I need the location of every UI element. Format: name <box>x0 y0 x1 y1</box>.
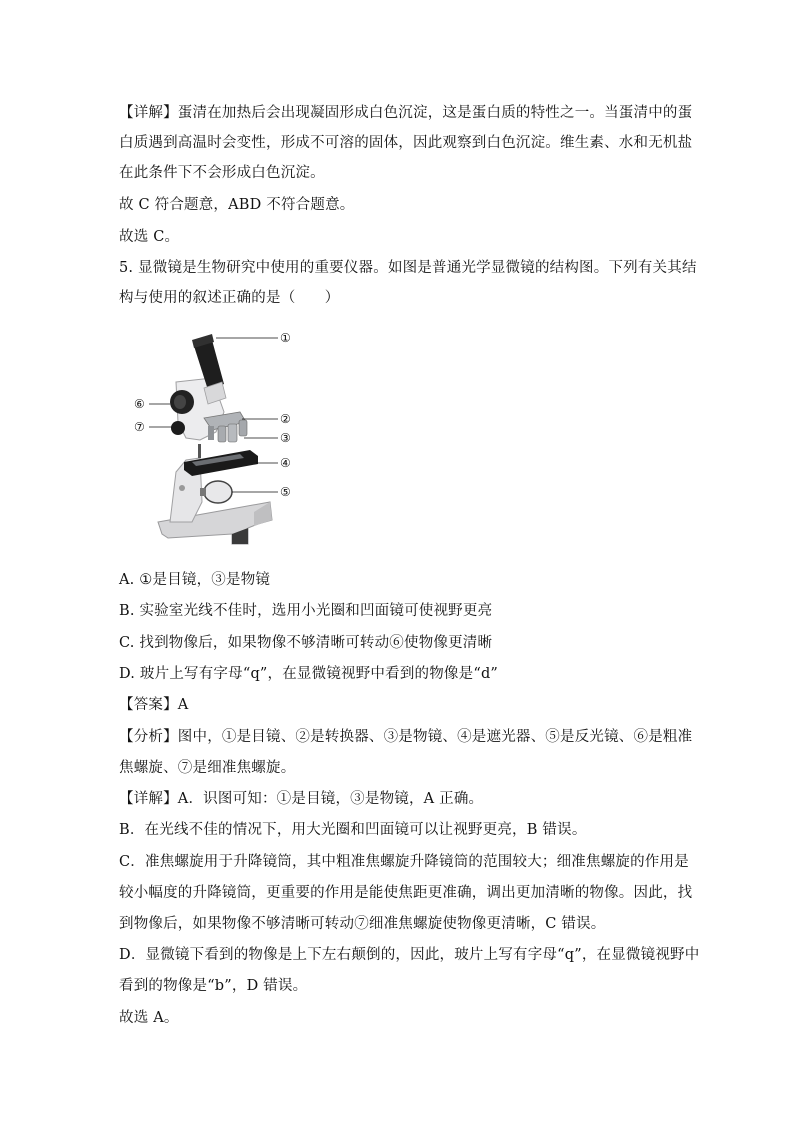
answer-line: 【答案】A <box>119 697 189 713</box>
objective-lens-4 <box>239 420 247 436</box>
question-5-line-2: 构与使用的叙述正确的是（ ） <box>119 290 340 306</box>
label-4: ④ <box>280 456 291 470</box>
label-1: ① <box>280 331 291 345</box>
microscope-figure <box>120 322 310 550</box>
explain-line-8: 故选 A。 <box>119 1010 179 1026</box>
objective-lens-1 <box>208 426 214 440</box>
explain-line-5: 到物像后，如果物像不够清晰可转动⑦细准焦螺旋使物像更清晰，C 错误。 <box>119 916 606 932</box>
fine-focus-knob <box>171 421 185 435</box>
option-d: D. 玻片上写有字母“q”，在显微镜视野中看到的物像是“d” <box>119 666 499 682</box>
label-7: ⑦ <box>134 420 145 434</box>
question-5-line-1: 5. 显微镜是生物研究中使用的重要仪器。如图是普通光学显微镜的结构图。下列有关其结 <box>119 260 697 276</box>
explain-line-2: B．在光线不佳的情况下，用大光圈和凹面镜可以让视野更亮，B 错误。 <box>119 822 587 838</box>
analysis-line-2: 焦螺旋、⑦是细准焦螺旋。 <box>119 760 296 776</box>
objective-lens-2 <box>218 426 226 442</box>
label-6: ⑥ <box>134 397 145 411</box>
explain-line-4: 较小幅度的升降镜筒，更重要的作用是能使焦距更准确，调出更加清晰的物像。因此，找 <box>119 885 693 901</box>
option-c: C. 找到物像后，如果物像不够清晰可转动⑥使物像更清晰 <box>119 635 493 651</box>
prev-conclusion-line: 故 C 符合题意，ABD 不符合题意。 <box>119 197 355 213</box>
label-2: ② <box>280 412 291 426</box>
prev-explain-line-3: 在此条件下不会形成白色沉淀。 <box>119 165 325 181</box>
prev-explain-line-2: 白质遇到高温时会变性，形成不可溶的固体，因此观察到白色沉淀。维生素、水和无机盐 <box>119 135 693 151</box>
coarse-focus-knob-center <box>174 395 186 409</box>
explain-line-1: 【详解】A．识图可知：①是目镜，③是物镜，A 正确。 <box>119 791 484 807</box>
label-5: ⑤ <box>280 485 291 499</box>
prev-explain-line-1: 【详解】蛋清在加热后会出现凝固形成白色沉淀，这是蛋白质的特性之一。当蛋清中的蛋 <box>119 105 693 121</box>
explain-line-6: D．显微镜下看到的物像是上下左右颠倒的，因此，玻片上写有字母“q”，在显微镜视野中 <box>119 947 700 963</box>
arm-screw <box>179 485 185 491</box>
analysis-line-1: 【分析】图中，①是目镜、②是转换器、③是物镜、④是遮光器、⑤是反光镜、⑥是粗准 <box>119 729 693 745</box>
explain-line-7: 看到的物像是“b”，D 错误。 <box>119 978 308 994</box>
mirror <box>204 481 232 503</box>
option-b: B. 实验室光线不佳时，选用小光圈和凹面镜可使视野更亮 <box>119 603 493 619</box>
microscope-diagram <box>120 322 310 550</box>
stage-clip-left <box>198 444 201 458</box>
prev-answer-choice-line: 故选 C。 <box>119 229 180 245</box>
mirror-mount <box>200 488 206 496</box>
option-a: A. ①是目镜，③是物镜 <box>119 572 271 588</box>
objective-lens-3 <box>228 424 237 442</box>
explain-line-3: C．准焦螺旋用于升降镜筒，其中粗准焦螺旋升降镜筒的范围较大；细准焦螺旋的作用是 <box>119 854 689 870</box>
label-3: ③ <box>280 431 291 445</box>
